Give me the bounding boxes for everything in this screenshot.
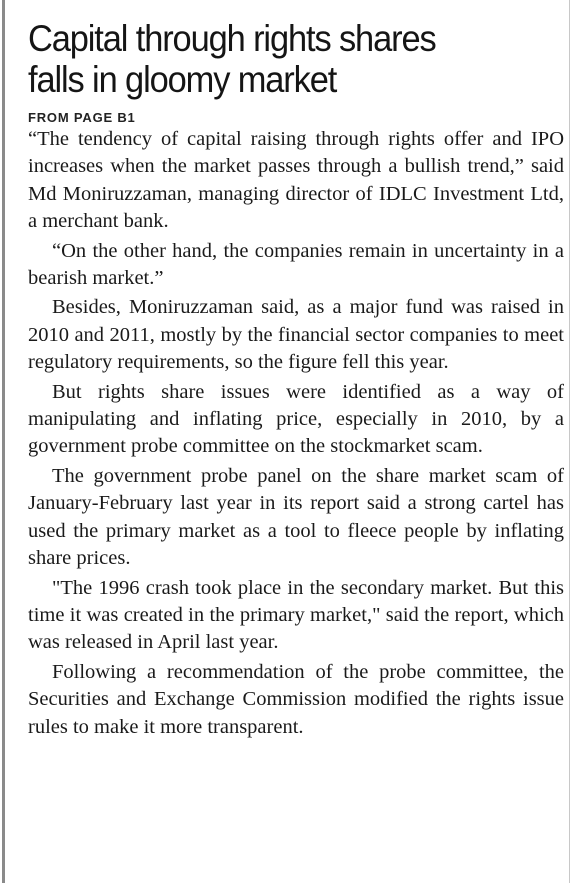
article: [28, 18, 564, 741]
column-rule-right: [569, 0, 570, 883]
column-rule-left: [2, 0, 5, 883]
paragraph-5: The government probe panel on the share market scam of January-February last year in its report said a strong cartel has used the primary market as a tool to fleece people by inflating share prices.: [28, 464, 564, 570]
continuation-kicker: FROM PAGE B1: [28, 110, 136, 125]
paragraph-3: Besides, Moniruzzaman said, as a major fund was raised in 2010 and 2011, mostly by the financial sector companies to meet regulatory requirements, so the figure fell this year.: [28, 296, 564, 374]
paragraph-4: But rights share issues were identified as a way of manipulating and inflating price, especially in 2010, by a government probe committee on the stockmarket scam.: [28, 380, 564, 458]
headline-line-2: falls in gloomy market: [28, 59, 337, 100]
headline-line-1: Capital through rights shares: [28, 18, 436, 59]
paragraph-6: "The 1996 crash took place in the secondary market. But this time it was created in the primary market," said the report, which was released in April last year.: [28, 576, 564, 654]
paragraph-2: “On the other hand, the companies remain in uncertainty in a bearish market.”: [28, 239, 564, 290]
paragraph-1: “The tendency of capital raising through rights offer and IPO increases when the market passes through a bullish trend,” said Md Moniruzzaman, managing director of IDLC Investment Ltd, a merchant bank.: [28, 128, 564, 233]
headline: [28, 18, 567, 100]
article-body: [28, 126, 564, 741]
paragraph-7: Following a recommendation of the probe committee, the Securities and Exchange Commission modified the rights issue rules to make it more transparent.: [28, 660, 564, 738]
